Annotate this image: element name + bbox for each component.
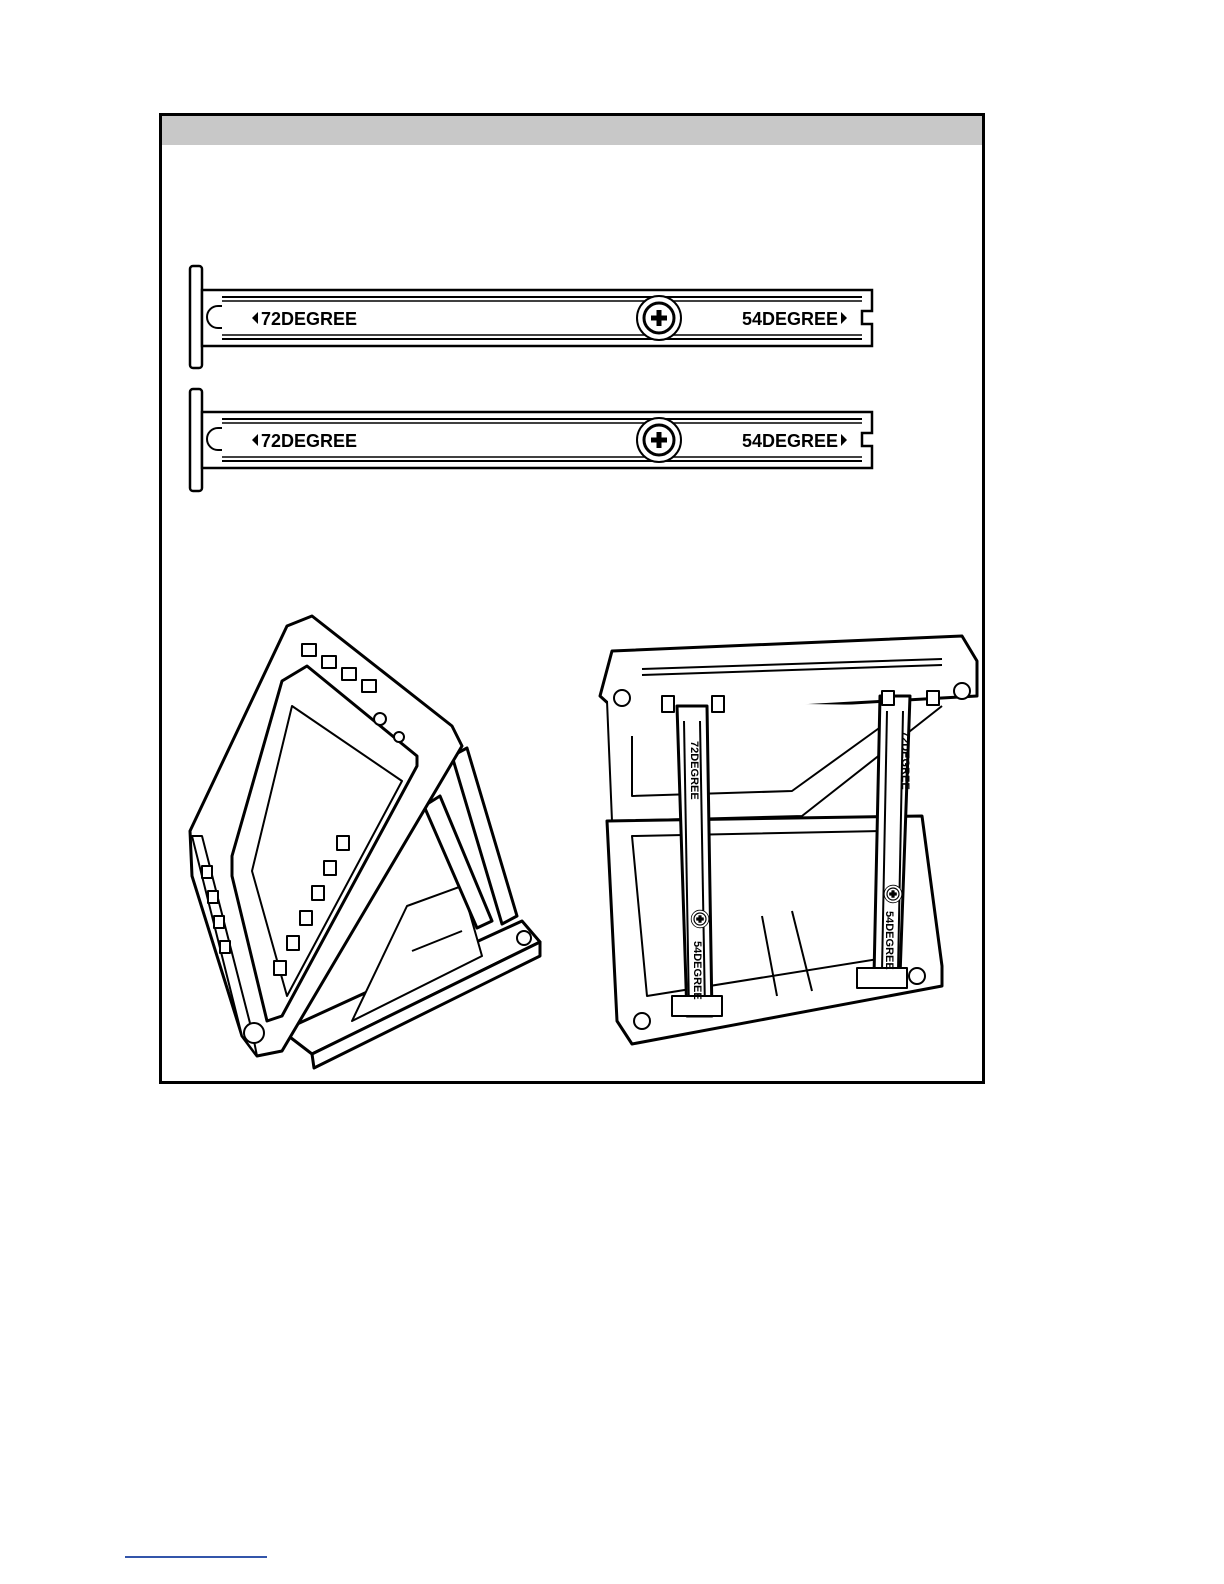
stand-right-72-label: 72DEGREE — [899, 731, 911, 790]
stand-left-72-label: 72DEGREE — [688, 741, 700, 800]
bracket-top-72-label: 72DEGREE — [261, 309, 358, 329]
stand-left-54-label: 54DEGREE — [691, 941, 703, 1000]
figure-frame — [159, 113, 985, 1084]
bracket-top-54-label: 54DEGREE — [741, 309, 838, 329]
device-open-view — [600, 636, 977, 1044]
bracket-bottom-72-label: 72DEGREE — [261, 431, 358, 451]
device-tilted-view — [190, 616, 540, 1068]
footnote-rule — [125, 1556, 267, 1558]
stand-right-54-label: 54DEGREE — [883, 911, 895, 970]
illustration — [162, 116, 982, 1081]
bracket-bottom-54-label: 54DEGREE — [741, 431, 838, 451]
